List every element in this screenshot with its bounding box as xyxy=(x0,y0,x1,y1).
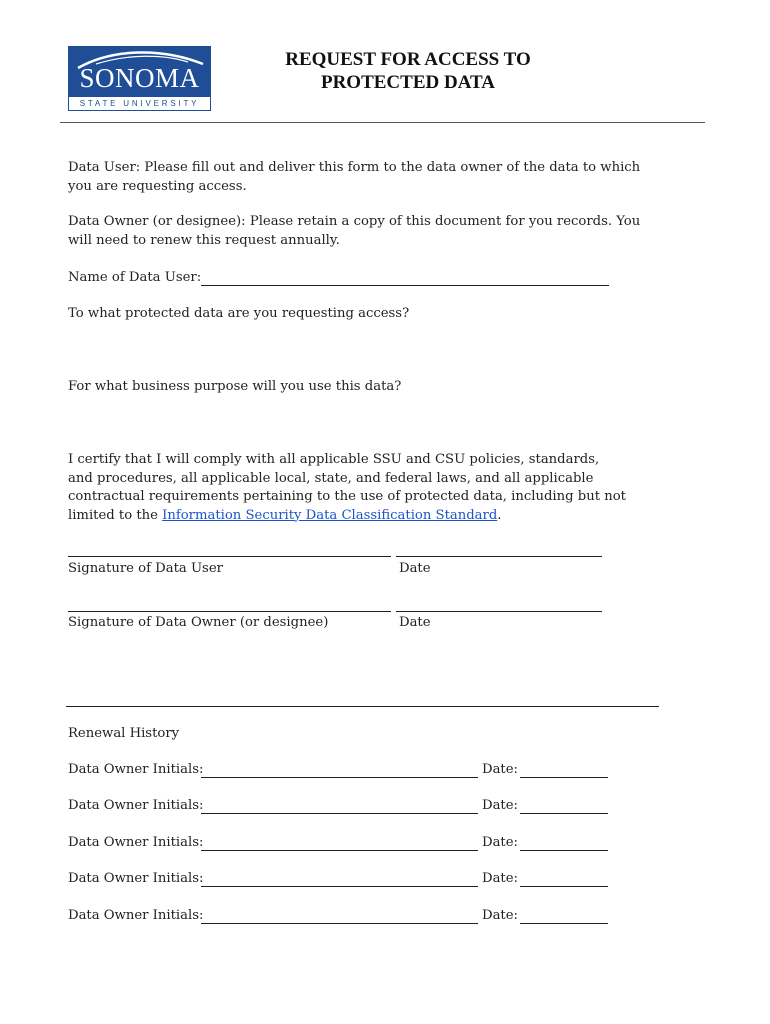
renewal-date-line[interactable] xyxy=(520,777,608,778)
initials-label: Data Owner Initials: xyxy=(68,908,204,923)
renewal-date-label: Date: xyxy=(482,908,518,923)
user-date-label: Date xyxy=(399,561,431,576)
renewal-divider xyxy=(66,706,659,707)
initials-input-line[interactable] xyxy=(201,923,478,924)
initials-label: Data Owner Initials: xyxy=(68,871,204,886)
initials-input-line[interactable] xyxy=(201,777,478,778)
renewal-date-label: Date: xyxy=(482,871,518,886)
logo-banner xyxy=(68,46,211,96)
renewal-date-label: Date: xyxy=(482,835,518,850)
owner-date-line[interactable] xyxy=(396,611,602,612)
data-user-instruction: Data User: Please fill out and deliver this form to the data owner of the data to which you are requesting access. xyxy=(68,160,641,194)
certification-body: I certify that I will comply with all applicable SSU and CSU policies, standards, and procedures, all applicable local, state, and federal laws, and all applicable contractual requirements pertaining to the use of protected data, including but not limited to the xyxy=(68,452,626,523)
renewal-date-label: Date: xyxy=(482,798,518,813)
initials-label: Data Owner Initials: xyxy=(68,835,204,850)
renewal-date-line[interactable] xyxy=(520,850,608,851)
name-input-line[interactable] xyxy=(201,285,609,286)
renewal-date-line[interactable] xyxy=(520,886,608,887)
initials-input-line[interactable] xyxy=(201,813,478,814)
title-line-2: PROTECTED DATA xyxy=(320,72,495,93)
renewal-date-label: Date: xyxy=(482,762,518,777)
data-owner-instruction: Data Owner (or designee): Please retain a copy of this document for you records. You will need to renew this request annually. xyxy=(68,214,641,248)
question-business-purpose: For what business purpose will you use this data? xyxy=(68,379,402,394)
owner-signature-line[interactable] xyxy=(68,611,391,612)
user-signature-label: Signature of Data User xyxy=(68,561,223,576)
page-title xyxy=(230,48,586,94)
logo-subtitle: STATE UNIVERSITY xyxy=(68,96,211,111)
renewal-date-line[interactable] xyxy=(520,923,608,924)
renewal-heading: Renewal History xyxy=(68,726,180,741)
header-divider xyxy=(60,122,705,123)
certification-period: . xyxy=(497,507,502,523)
initials-input-line[interactable] xyxy=(201,886,478,887)
user-date-line[interactable] xyxy=(396,556,602,557)
owner-date-label: Date xyxy=(399,615,431,630)
initials-label: Data Owner Initials: xyxy=(68,762,204,777)
owner-signature-label: Signature of Data Owner (or designee) xyxy=(68,615,329,630)
user-signature-line[interactable] xyxy=(68,556,391,557)
certification-text xyxy=(68,451,628,525)
name-label: Name of Data User: xyxy=(68,270,202,285)
logo-wordmark: SONOMA xyxy=(79,63,200,93)
question-protected-data: To what protected data are you requesting access? xyxy=(68,306,410,321)
title-line-1: REQUEST FOR ACCESS TO xyxy=(285,49,531,70)
initials-label: Data Owner Initials: xyxy=(68,798,204,813)
sonoma-state-logo xyxy=(68,46,211,111)
renewal-date-line[interactable] xyxy=(520,813,608,814)
initials-input-line[interactable] xyxy=(201,850,478,851)
data-classification-standard-link[interactable]: Information Security Data Classification Standard xyxy=(162,507,498,523)
